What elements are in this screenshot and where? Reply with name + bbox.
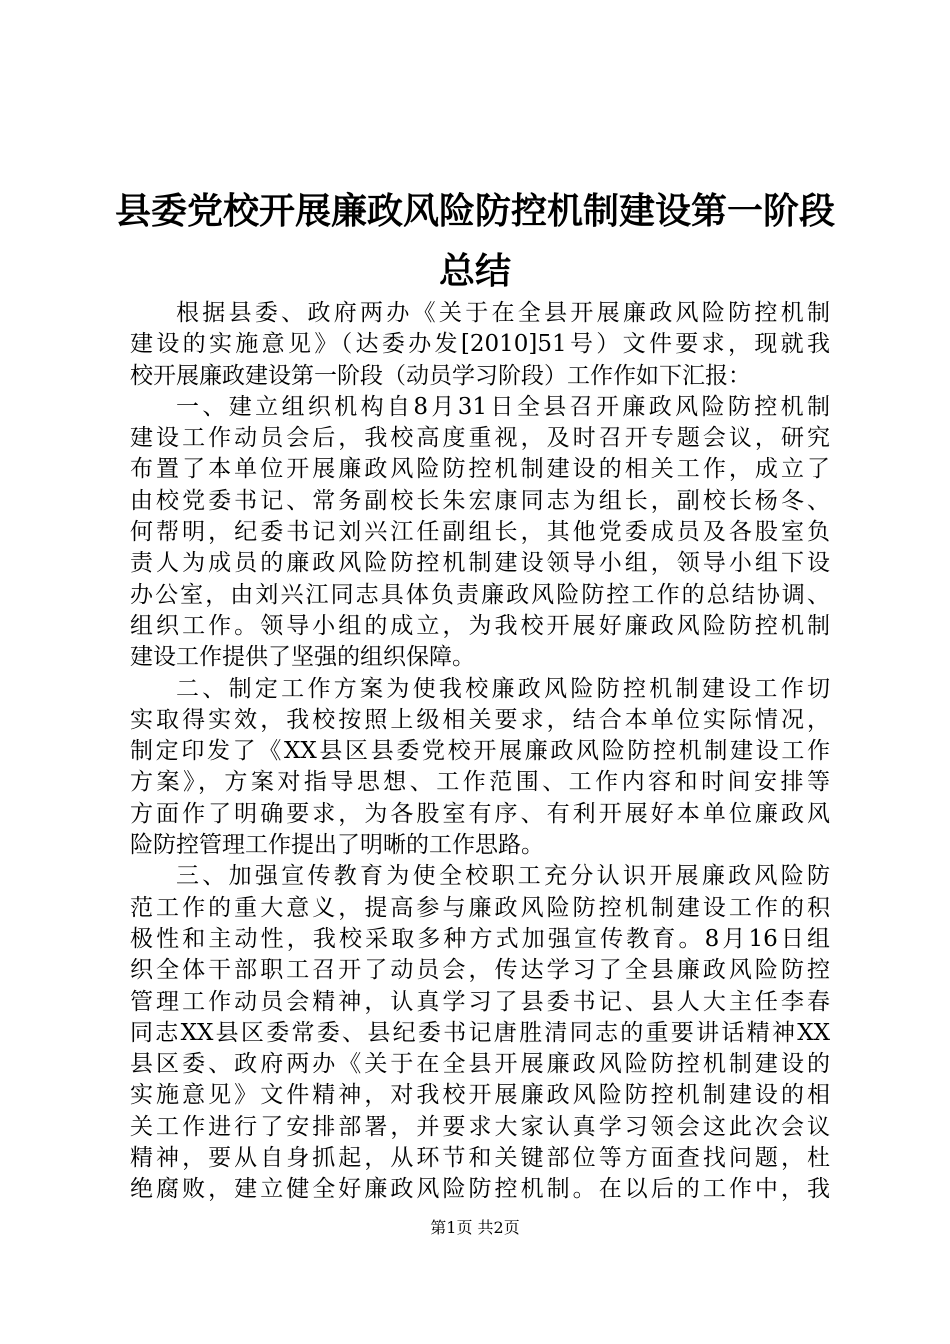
body-text-line: 制定印发了《XX县区县委党校开展廉政风险防控机制建设工作	[130, 738, 830, 765]
body-text-line: 建设工作动员会后，我校高度重视，及时召开专题会议，研究	[130, 425, 830, 452]
body-text-line: 三、加强宣传教育为使全校职工充分认识开展廉政风险防	[176, 863, 830, 890]
body-text-line: 极性和主动性，我校采取多种方式加强宣传教育。8月16日组	[130, 925, 830, 952]
body-text-line: 由校党委书记、常务副校长朱宏康同志为组长，副校长杨冬、	[130, 487, 830, 514]
body-text-line: 实施意见》文件精神，对我校开展廉政风险防控机制建设的相	[130, 1082, 830, 1109]
body-text-line: 县区委、政府两办《关于在全县开展廉政风险防控机制建设的	[130, 1051, 830, 1078]
body-text-line: 方案》，方案对指导思想、工作范围、工作内容和时间安排等	[130, 769, 830, 796]
document-title-line-1: 县委党校开展廉政风险防控机制建设第一阶段	[114, 190, 835, 232]
body-text-line: 办公室，由刘兴江同志具体负责廉政风险防控工作的总结协调、	[130, 581, 830, 608]
document-body	[130, 298, 830, 1206]
body-text-line: 布置了本单位开展廉政风险防控机制建设的相关工作，成立了	[130, 456, 830, 483]
body-text-line: 实取得实效，我校按照上级相关要求，结合本单位实际情况，	[130, 706, 830, 733]
body-text-line: 织全体干部职工召开了动员会，传达学习了全县廉政风险防控	[130, 957, 830, 984]
body-text-line: 方面作了明确要求，为各股室有序、有利开展好本单位廉政风	[130, 800, 830, 827]
body-text-line: 关工作进行了安排部署，并要求大家认真学习领会这此次会议	[130, 1113, 830, 1140]
page-footer: 第1页 共2页	[430, 1218, 520, 1237]
document-title-line-2: 总结	[438, 250, 511, 292]
body-text-line: 险防控管理工作提出了明晰的工作思路。	[130, 832, 544, 859]
body-text-line: 建设的实施意见》（达委办发[2010]51号）文件要求，现就我	[130, 331, 830, 358]
body-text-line: 何帮明，纪委书记刘兴江任副组长，其他党委成员及各股室负	[130, 519, 830, 546]
body-text-line: 一、建立组织机构自8月31日全县召开廉政风险防控机制	[176, 393, 830, 420]
body-text-line: 精神，要从自身抓起，从环节和关键部位等方面查找问题，杜	[130, 1145, 830, 1172]
body-text-line: 同志XX县区委常委、县纪委书记唐胜清同志的重要讲话精神XX	[130, 1019, 830, 1046]
body-text-line: 校开展廉政建设第一阶段（动员学习阶段）工作作如下汇报：	[130, 362, 751, 389]
body-text-line: 二、制定工作方案为使我校廉政风险防控机制建设工作切	[176, 675, 830, 702]
body-text-line: 建设工作提供了坚强的组织保障。	[130, 644, 475, 671]
body-text-line: 范工作的重大意义，提高参与廉政风险防控机制建设工作的积	[130, 894, 830, 921]
body-text-line: 责人为成员的廉政风险防控机制建设领导小组，领导小组下设	[130, 550, 830, 577]
body-text-line: 管理工作动员会精神，认真学习了县委书记、县人大主任李春	[130, 988, 830, 1015]
body-text-line: 组织工作。领导小组的成立，为我校开展好廉政风险防控机制	[130, 612, 830, 639]
body-text-line: 绝腐败，建立健全好廉政风险防控机制。在以后的工作中，我	[130, 1176, 830, 1203]
body-text-line: 根据县委、政府两办《关于在全县开展廉政风险防控机制	[176, 300, 830, 326]
